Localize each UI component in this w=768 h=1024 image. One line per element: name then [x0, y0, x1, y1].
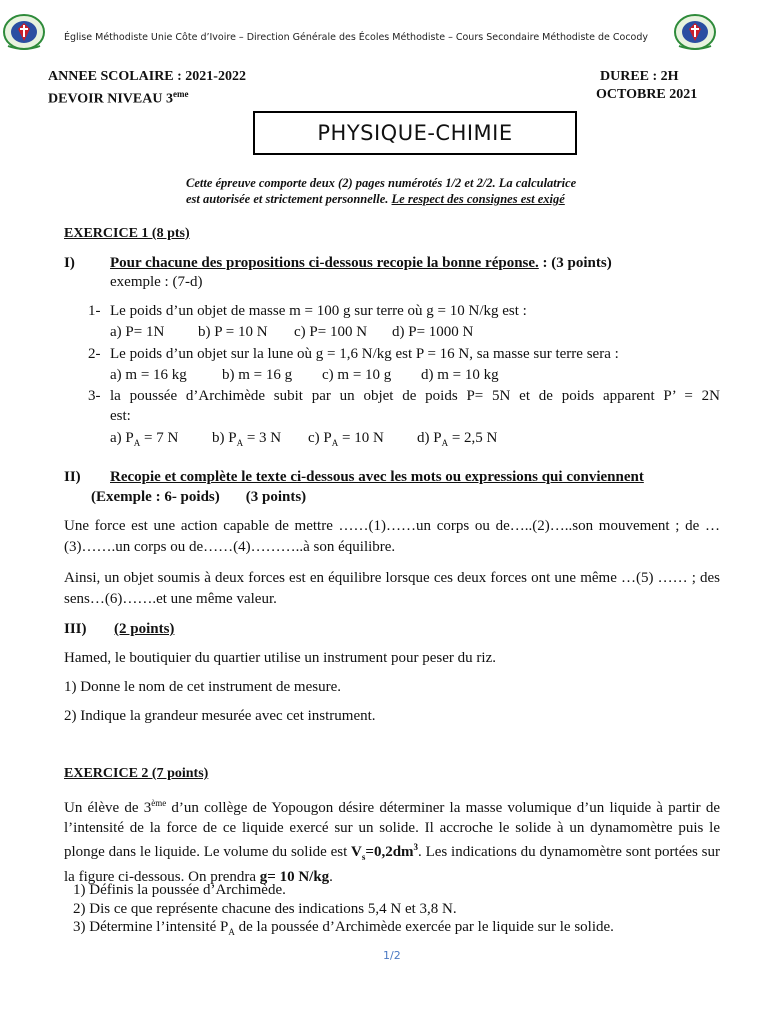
question-2-option-b: b) m = 16 g: [222, 367, 293, 383]
question-3-option-c: c) $P_A = 10$ N: [308, 430, 384, 448]
question-1-option-a: a) P= 1N: [110, 324, 165, 340]
subject-title: PHYSIQUE-CHIMIE: [253, 111, 577, 155]
part-2-number: II): [64, 469, 81, 485]
exercise-2-question-3: 3) Détermine l’intensité $P_A$ de la poussée d’Archimède exercée par le liquide sur le solide.: [73, 919, 614, 937]
question-3-option-b: b) $P_A = 3$ N: [212, 430, 282, 448]
question-2-number: 2-: [88, 346, 101, 362]
question-3-text-line1: la poussée d’Archimède subit par un objet de poids P= 5N et de poids apparent P’ = 2N: [110, 388, 720, 404]
question-2-option-c: c) m = 10 g: [322, 367, 392, 383]
question-1-option-b: b) P = 10 N: [198, 324, 268, 340]
exercise-2-question-2: 2) Dis ce que représente chacune des indications 5,4 N et 3,8 N.: [73, 901, 457, 917]
part-3-number: III): [64, 621, 87, 637]
question-3-option-d: d) $P_A = 2,5$ N: [417, 430, 498, 448]
page-number: 1/2: [383, 949, 401, 962]
exam-date: OCTOBRE 2021: [596, 87, 698, 102]
question-2-option-d: d) m = 10 kg: [421, 367, 499, 383]
exercise-2-question-1: 1) Définis la poussée d’Archimède.: [73, 882, 286, 898]
exercise-2-heading: EXERCICE 2 (7 points): [64, 766, 209, 781]
exam-notice: Cette épreuve comporte deux (2) pages numérotés 1/2 et 2/2. La calculatrice est autorisée et strictement personnelle. Le respect des consignes est exigé: [186, 176, 577, 206]
question-2-option-a: a) m = 16 kg: [110, 367, 187, 383]
part-2-paragraph-1: Une force est une action capable de mettre ……(1)……un corps ou de…..(2)…..son mouvement ; de …(3)…….un corps ou de……(4)………..à son équilibre.: [64, 518, 720, 555]
part-2-paragraph-2: Ainsi, un objet soumis à deux forces est en équilibre lorsque ces deux forces ont une même …(5) …… ; des sens…(6)…….et une même valeur.: [64, 570, 720, 607]
part-1-example: exemple : (7-d): [110, 274, 203, 290]
question-3-text-line2: est:: [110, 408, 131, 424]
institution-header: Église Méthodiste Unie Côte d’Ivoire – Direction Générale des Écoles Méthodiste – Cours Secondaire Méthodiste de Cocody: [64, 32, 649, 43]
part-3-context: Hamed, le boutiquier du quartier utilise un instrument pour peser du riz.: [64, 650, 496, 666]
question-1-option-d: d) P= 1000 N: [392, 324, 474, 340]
exercise-1-heading: EXERCICE 1 (8 pts): [64, 226, 190, 241]
question-1-number: 1-: [88, 303, 101, 319]
exam-level: DEVOIR NIVEAU 3eme: [48, 89, 189, 107]
part-1-instruction: Pour chacune des propositions ci-dessous recopie la bonne réponse. : (3 points): [110, 255, 612, 271]
school-logo-left: [2, 12, 46, 52]
question-3-option-a: a) $P_A = 7$ N: [110, 430, 179, 448]
question-2-text: Le poids d’un objet sur la lune où g = 1,6 N/kg est P = 16 N, sa masse sur terre sera :: [110, 346, 619, 362]
question-1-option-c: c) P= 100 N: [294, 324, 368, 340]
part-3-question-1: 1) Donne le nom de cet instrument de mesure.: [64, 679, 342, 695]
school-year: ANNEE SCOLAIRE : 2021-2022: [48, 69, 246, 84]
part-2-example: (Exemple : 6- poids) (3 points): [91, 489, 307, 505]
part-1-number: I): [64, 255, 75, 271]
school-logo-right: [673, 12, 717, 52]
part-2-instruction: Recopie et complète le texte ci-dessous avec les mots ou expressions qui conviennent: [110, 469, 644, 485]
question-1-text: Le poids d’un objet de masse m = 100 g sur terre où g = 10 N/kg est :: [110, 303, 527, 319]
exam-duration: DUREE : 2H: [600, 69, 679, 84]
part-3-question-2: 2) Indique la grandeur mesurée avec cet instrument.: [64, 708, 376, 724]
part-3-points: (2 points): [114, 621, 175, 637]
question-3-number: 3-: [88, 388, 101, 404]
exercise-2-statement: Un élève de 3ème d’un collège de Yopougon désire déterminer la masse volumique d’un liquide à partir de l’intensité de la force de ce liquide exercé sur un solide. Il accroche le solide à un dynamomètre puis le plonge dans le liquide. Le volume du solide est $V_s=0,2dm^3$. Les indications du dynamomètre sont portées sur la figure ci-dessous. On prendra g= 10 N/kg.: [64, 798, 720, 885]
